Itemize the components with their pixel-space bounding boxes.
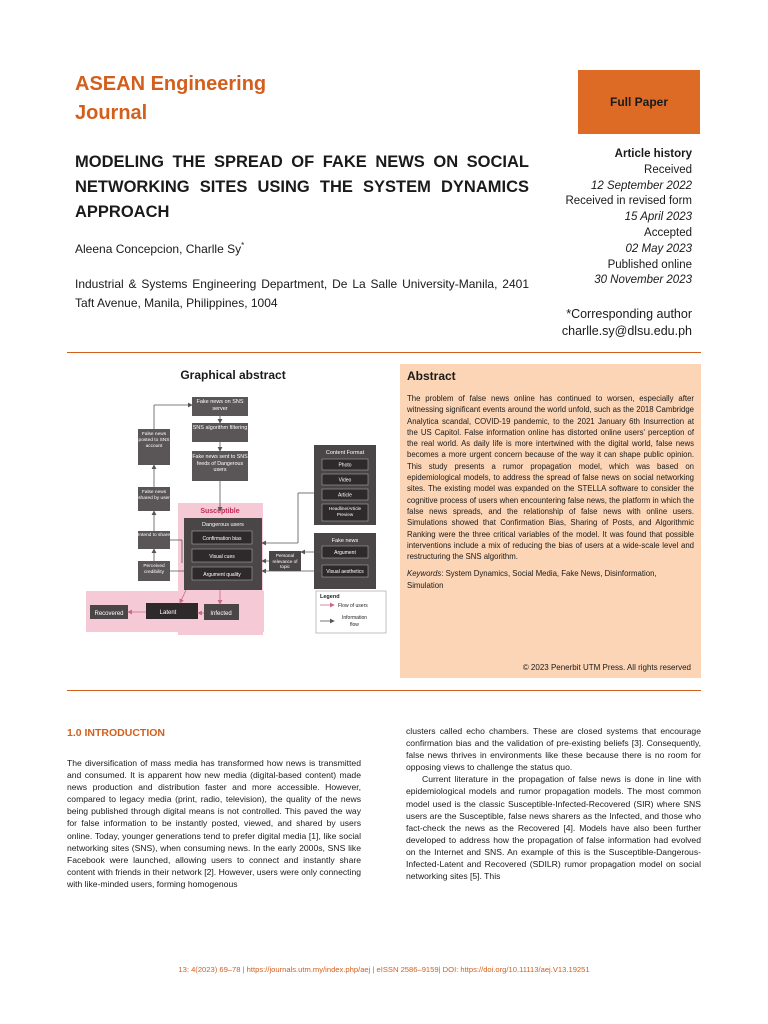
accepted-date: 02 May 2023: [625, 242, 692, 255]
content-format-label: Content Format: [325, 450, 365, 456]
visual-aesthetics-label: Visual aesthetics: [326, 569, 364, 575]
keywords-list: : System Dynamics, Social Media, Fake News, Disinformation, Simulation: [407, 569, 657, 590]
abstract-body: The problem of false news online has continued to worsen, especially after witnessing significant events around the world unfold, such as the 2018 Cambridge Analytica scandal, COVID-19 pandemic, to the 2021 January 6th Insurrection at the US Capitol. False information online has distorted online users' perception of the real world. As daily life is more intertwined with the digital world, false news becomes a more urgent concern because of the way it can shape public opinion. This study presents a rumor propagation model, which was based on epidemiological models, to address the spread of false news on social networking sites. The existing model was expanded on the STELLA software to consider the cognitive process of users when encountering false news, the platform in which the false news spreads, and the relationship of false news with online users. Simulations showed that Confirmation Bias, Sharing of Posts, and Algorithmic Ranking were the three critical variables of the model. It was found that possible interventions include a mix of reducing the bias of users at a wide-scale level and restructuring the SNS algorithm.: [407, 394, 694, 562]
corresponding-label: *Corresponding author: [566, 307, 692, 321]
corresponding-author: [562, 306, 692, 340]
section-heading-introduction: 1.0 INTRODUCTION: [67, 727, 166, 739]
node-posted-label: False news posted to SNS account: [138, 432, 170, 449]
visual-cues-label: Visual cues: [209, 554, 235, 560]
legend-info-flow-line1: Information: [342, 615, 368, 621]
recovered-label: Recovered: [94, 611, 124, 617]
top-divider: [67, 352, 701, 353]
latent-label: Latent: [159, 610, 177, 616]
journal-name-line2: Journal: [75, 102, 148, 124]
argument-quality-label: Argument quality: [203, 572, 241, 578]
revised-label: Received in revised form: [565, 195, 692, 208]
paper-title: MODELING THE SPREAD OF FAKE NEWS ON SOCIAL NETWORKING SITES USING THE SYSTEM DYNAMICS APPROACH: [75, 153, 529, 221]
article-history: [492, 147, 692, 289]
revised-date: 15 April 2023: [624, 211, 692, 224]
legend-title: Legend: [320, 594, 340, 600]
dangerous-users-label: Dangerous users: [202, 522, 244, 528]
graphical-abstract-title: Graphical abstract: [180, 368, 286, 382]
legend-info-flow-line2: flow: [350, 622, 359, 628]
node-feeds-label: Fake news sent to SNS feeds of Dangerous users: [192, 454, 248, 473]
authors: [75, 241, 244, 256]
affiliation: Industrial & Systems Engineering Department, De La Salle University-Manila, 2401 Taft Avenue, Manila, Philippines, 1004: [75, 277, 529, 310]
article-label: Article: [338, 492, 352, 499]
intro-paragraph-1-cont: clusters called echo chambers. These are closed systems that encourage confirmation bias and the validation of pre-existing beliefs [3]. Consequently, false news thrives in environments like these because there is no room for opposing views to challenge the status quo.: [406, 726, 701, 773]
online-label: Published online: [607, 258, 692, 271]
fake-news-label: Fake news: [331, 538, 359, 544]
keywords-label: Keywords: [407, 569, 442, 579]
accepted-label: Accepted: [644, 226, 692, 239]
received-label: Received: [644, 163, 692, 176]
node-perceived-label: Perceived credibility: [143, 564, 165, 575]
page-footer: 13: 4(2023) 69–78 | https://journals.utm.my/index.php/aej | eISSN 2586–9159| DOI: https://doi.org/10.11113/aej.V13.19251: [178, 965, 590, 974]
video-label: Video: [338, 477, 352, 484]
abstract-box: [400, 364, 701, 678]
journal-name: [75, 70, 266, 128]
photo-label: Photo: [338, 462, 352, 469]
bottom-divider: [67, 690, 701, 691]
author-names: Aleena Concepcion, Charlle Sy: [75, 242, 242, 256]
legend-flow-users: Flow of users: [338, 603, 368, 609]
node-fake-news-server-label: Fake news on SNS server: [196, 399, 244, 412]
corresponding-email[interactable]: charlle.sy@dlsu.edu.ph: [561, 324, 692, 338]
corresponding-mark: *: [241, 241, 245, 250]
paper-type-badge: Full Paper: [578, 70, 700, 134]
argument-label: Argument: [334, 550, 356, 556]
history-heading: Article history: [614, 148, 692, 160]
node-algorithm-filter-label: SNS algorithm filtering: [192, 425, 248, 431]
node-shared-label: False news shared by user: [138, 490, 170, 501]
online-date: 30 November 2023: [594, 274, 692, 287]
infected-label: Infected: [210, 611, 232, 617]
headline-label: Headline/Article Preview: [328, 506, 362, 517]
body-right-column: [406, 725, 701, 882]
intro-paragraph-2: Current literature in the propagation of false news is done in line with epidemiological models and rumor propagation models. The most common model used is the classic Susceptible-Infected-Recovered (SIR) where SNS users are the Susceptible, false news sharers as the Infected, and those who fact-check the news as the Recovered [4]. Models have also been further developed to address how the propagation of false information had evolved on the Internet and SNS. An example of this is the Susceptible-Dangerous-Infected-Latent and Recovered (SDILR) rumor propagation model on social networking sites [5]. This: [406, 774, 701, 882]
body-left-column: [67, 757, 361, 890]
keywords: [407, 568, 694, 591]
graphical-abstract-diagram: [80, 393, 390, 635]
node-relevance-label: Personal relevance of topic: [272, 553, 298, 569]
confirmation-bias-label: Confirmation bias: [202, 536, 242, 542]
journal-name-line1: ASEAN Engineering: [75, 73, 267, 95]
intro-paragraph-1: The diversification of mass media has transformed how news is transmitted and consumed. It is apparent how new media (digital-based content) made news production and distribution faster and more accessible. However, compared to legacy media (print, radio, television), the quality of the news being published through digital means is not controlled. This paved the way for false information to be instantly posted, viewed, and shared by users online. Today, younger generations tend to prefer digital media [1], like social networking sites (SNS), when consuming news. In the early 2000s, SNS like Facebook were launched, allowing users to connect and instantly share content with friends in their network [2]. However, users were only connecting with like-minded users, forming homogenous: [67, 758, 361, 889]
node-intend-label: Intend to share: [138, 533, 170, 538]
abstract-heading: Abstract: [407, 369, 456, 383]
copyright: © 2023 Penerbit UTM Press. All rights reserved: [522, 663, 691, 672]
received-date: 12 September 2022: [590, 179, 692, 192]
susceptible-label: Susceptible: [200, 508, 240, 515]
